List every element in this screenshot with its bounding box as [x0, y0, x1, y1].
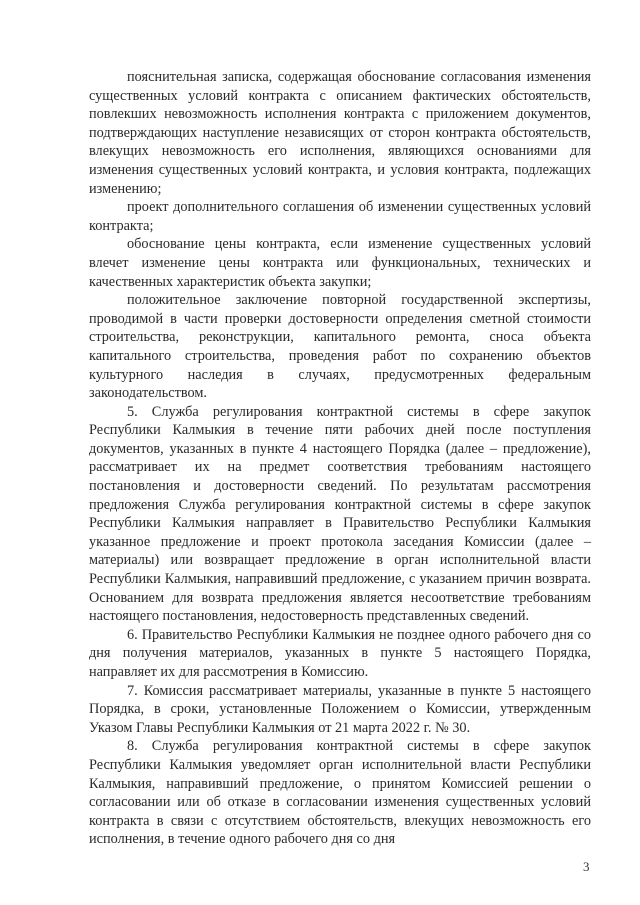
page-number: 3 — [583, 859, 590, 874]
paragraph-item-6: 6. Правительство Республики Калмыкия не позднее одного рабочего дня со дня получения материалов, указанных в пункте 5 настоящего Порядка, направляет их для рассмотрения в Комиссию. — [89, 626, 591, 680]
paragraph-price-justification: обоснование цены контракта, если изменение существенных условий влечет изменение цены контракта или функциональных, технических и качественных характеристик объекта закупки; — [89, 236, 591, 290]
paragraph-item-8: 8. Служба регулирования контрактной системы в сфере закупок Республики Калмыкия уведомляет орган исполнительной власти Республики Калмыкия, направивший предложение, о принятом Комиссией решении о согласовании или об отказе в согласовании изменения существенных условий контракта в связи с отсутствием обстоятельств, влекущих невозможность его исполнения, в течение одного рабочего дня со дня — [89, 738, 591, 848]
document-body — [89, 68, 591, 849]
paragraph-item-7: 7. Комиссия рассматривает материалы, указанные в пункте 5 настоящего Порядка, в сроки, установленные Положением о Комиссии, утвержденным Указом Главы Республики Калмыкия от 21 марта 2022 г. № 30. — [89, 682, 591, 736]
paragraph-item-5: 5. Служба регулирования контрактной системы в сфере закупок Республики Калмыкия в течение пяти рабочих дней после поступления документов, указанных в пункте 4 настоящего Порядка (далее – предложение), рассматривает их на предмет соответствия требованиям настоящего постановления и достоверности сведений. По результатам рассмотрения предложения Служба регулирования контрактной системы в сфере закупок Республики Калмыкия направляет в Правительство Республики Калмыкия указанное предложение и проект протокола заседания Комиссии (далее – материалы) или возвращает предложение в орган исполнительной власти Республики Калмыкия, направивший предложение, с указанием причин возврата. Основанием для возврата предложения является несоответствие требованиям настоящего постановления, недостоверность представленных сведений. — [89, 403, 591, 625]
paragraph-expertise-conclusion: положительное заключение повторной государственной экспертизы, проводимой в части проверки достоверности определения сметной стоимости строительства, реконструкции, капитального ремонта, сноса объекта капитального строительства, проведения работ по сохранению объектов культурного наследия в случаях, предусмотренных федеральным законодательством. — [89, 292, 591, 402]
paragraph-draft-agreement: проект дополнительного соглашения об изменении существенных условий контракта; — [89, 199, 591, 234]
paragraph-explanatory-note: пояснительная записка, содержащая обоснование согласования изменения существенных условий контракта с описанием фактических обстоятельств, повлекших невозможность исполнения контракта с приложением документов, подтверждающих наступление независящих от сторон контракта обстоятельств, влекущих невозможность его исполнения, являющихся основаниями для изменения существенных условий контракта, и условия контракта, подлежащих изменению; — [89, 69, 591, 197]
